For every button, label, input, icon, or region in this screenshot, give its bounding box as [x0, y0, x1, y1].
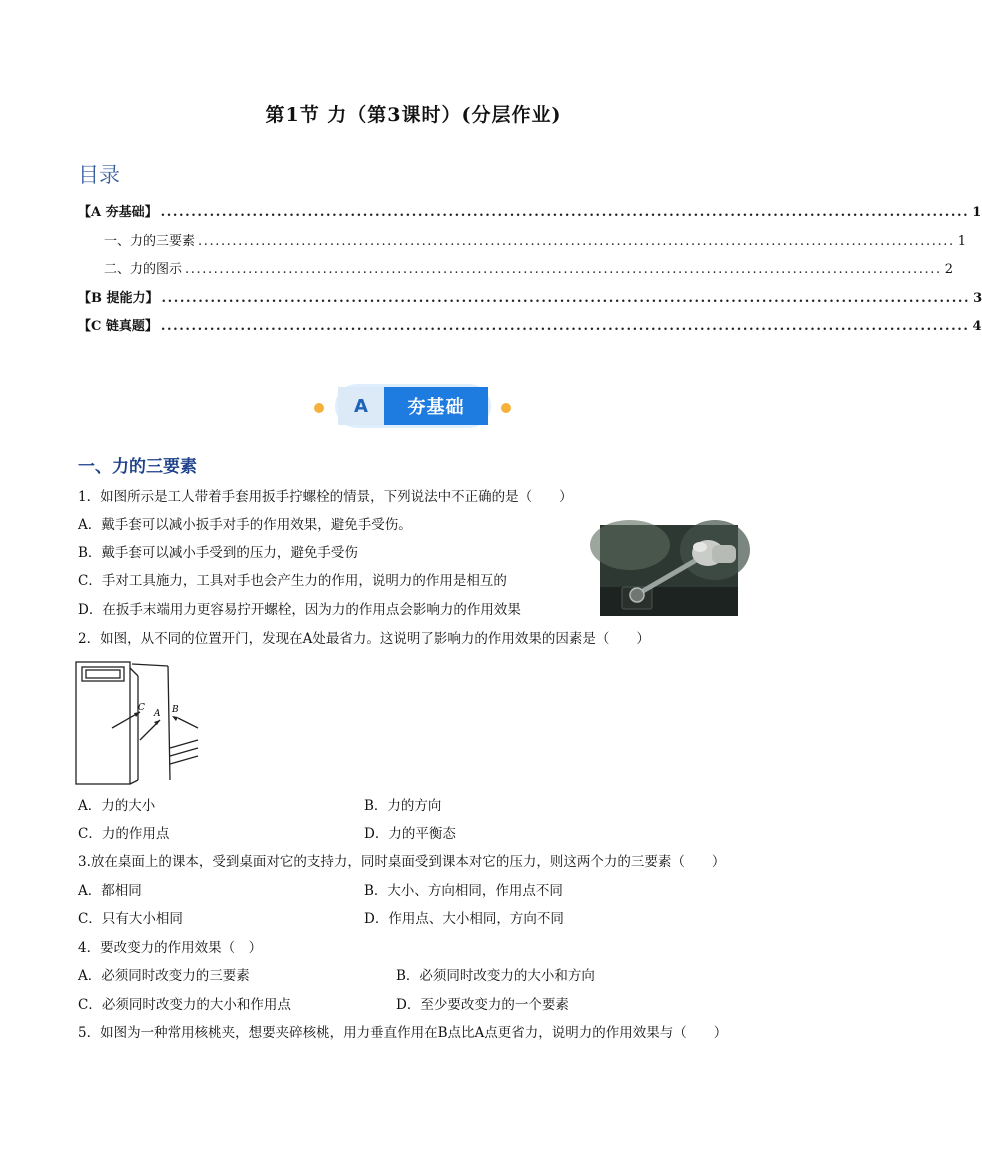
- q2-option-b[interactable]: B．力的方向: [364, 798, 442, 814]
- q2-option-c[interactable]: C．力的作用点: [78, 826, 170, 842]
- door-label-b: B: [172, 705, 179, 715]
- toc-item-a[interactable]: [78, 205, 982, 221]
- toc-item-a2[interactable]: [104, 262, 953, 278]
- toc-leader: ....................................................................................................................................: [160, 205, 970, 220]
- q2-option-d[interactable]: D．力的平衡态: [364, 826, 456, 842]
- banner-text: 夯基础: [384, 387, 488, 425]
- q1-option-b[interactable]: B．戴手套可以减小手受到的压力，避免手受伤: [78, 545, 358, 561]
- toc-leader: ....................................................................................................................................: [161, 291, 971, 306]
- toc-item-label: 【B 提能力】: [78, 291, 159, 306]
- toc-item-page: 1: [957, 234, 966, 249]
- q4-option-d[interactable]: D．至少要改变力的一个要素: [396, 997, 569, 1013]
- q1-option-d[interactable]: D．在扳手末端用力更容易拧开螺栓，因为力的作用点会影响力的作用效果: [78, 602, 521, 618]
- q4-option-a[interactable]: A．必须同时改变力的三要素: [78, 968, 250, 984]
- toc-item-page: 3: [973, 291, 982, 306]
- toc-leader: ....................................................................................................................................: [185, 262, 942, 277]
- wrench-glove-photo: [600, 525, 738, 616]
- toc-leader: ....................................................................................................................................: [198, 234, 955, 249]
- toc-item-label: 【C 链真题】: [78, 319, 158, 334]
- toc-item-b[interactable]: [78, 291, 982, 307]
- q4-stem: 4．要改变力的作用效果（ ）: [78, 940, 263, 956]
- banner-letter: A: [338, 387, 384, 425]
- q1-option-c[interactable]: C．手对工具施力，工具对手也会产生力的作用，说明力的作用是相互的: [78, 573, 507, 589]
- q2-option-a[interactable]: A．力的大小: [78, 798, 156, 814]
- door-label-a: A: [154, 709, 161, 719]
- toc-item-label: 【A 夯基础】: [78, 205, 158, 220]
- q4-option-b[interactable]: B．必须同时改变力的大小和方向: [396, 968, 595, 984]
- q2-stem: 2．如图，从不同的位置开门，发现在A处最省力。这说明了影响力的作用效果的因素是（ ）: [78, 631, 650, 647]
- toc-item-c[interactable]: [78, 319, 982, 335]
- door-diagram: [74, 660, 200, 786]
- toc-heading: 目录: [78, 163, 120, 187]
- q3-option-d[interactable]: D．作用点、大小相同，方向不同: [364, 911, 564, 927]
- q3-option-a[interactable]: A．都相同: [78, 883, 142, 899]
- toc-item-label: 一、力的三要素: [104, 234, 196, 249]
- toc-leader: ....................................................................................................................................: [160, 319, 970, 334]
- q3-stem: 3.放在桌面上的课本，受到桌面对它的支持力，同时桌面受到课本对它的压力，则这两个力的三要素（ ）: [78, 854, 726, 870]
- toc-item-page: 1: [972, 205, 982, 220]
- section-title: 一、力的三要素: [78, 457, 197, 477]
- section-banner-badge: [338, 387, 488, 425]
- q3-option-c[interactable]: C．只有大小相同: [78, 911, 183, 927]
- q4-option-c[interactable]: C．必须同时改变力的大小和作用点: [78, 997, 291, 1013]
- toc-item-page: 2: [944, 262, 953, 277]
- toc-item-label: 二、力的图示: [104, 262, 183, 277]
- toc-item-a1[interactable]: [104, 234, 966, 250]
- q1-option-a[interactable]: A．戴手套可以减小扳手对手的作用效果，避免手受伤。: [78, 517, 412, 533]
- page-title: 第1节 力（第3课时）(分层作业): [265, 104, 562, 126]
- q3-option-b[interactable]: B．大小、方向相同，作用点不同: [364, 883, 563, 899]
- q5-stem: 5．如图为一种常用核桃夹，想要夹碎核桃，用力垂直作用在B点比A点更省力，说明力的作用效果与（ ）: [78, 1025, 728, 1041]
- door-label-c: C: [138, 703, 145, 713]
- q1-stem: 1．如图所示是工人带着手套用扳手拧螺栓的情景，下列说法中不正确的是（ ）: [78, 489, 573, 505]
- toc-item-page: 4: [972, 319, 982, 334]
